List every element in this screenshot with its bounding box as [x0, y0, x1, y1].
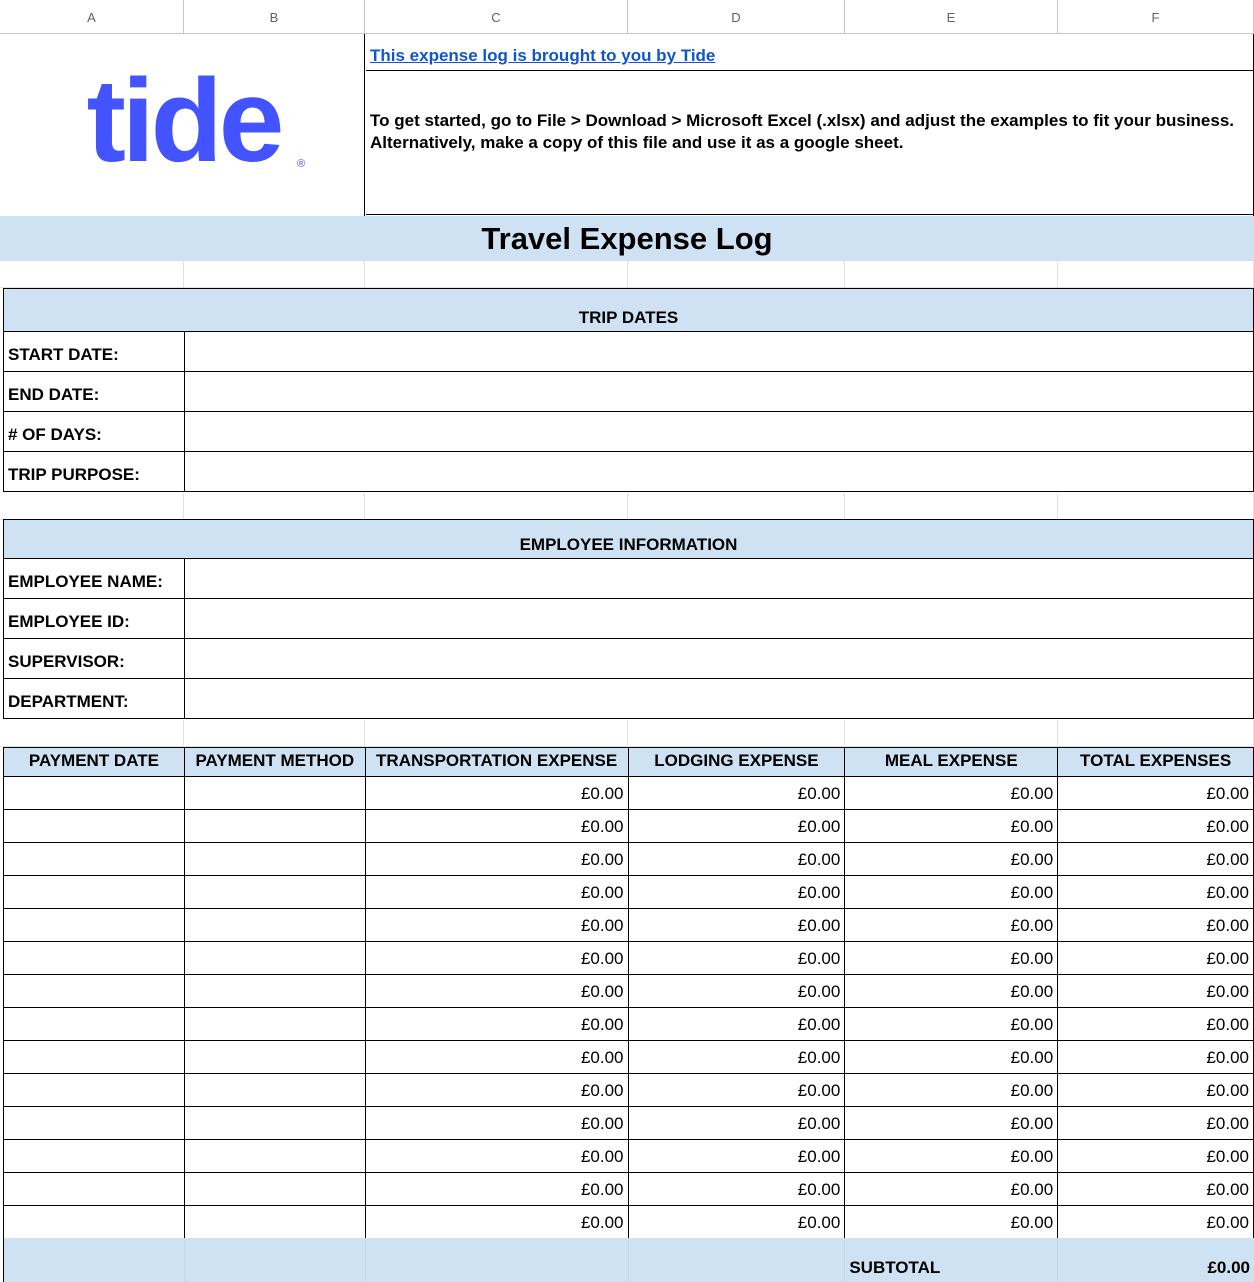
- field-label[interactable]: # OF DAYS:: [4, 412, 185, 451]
- empty-cell[interactable]: [0, 493, 184, 520]
- column-header-d[interactable]: D: [628, 0, 845, 34]
- lodging-expense-cell[interactable]: £0.00: [629, 1173, 846, 1205]
- empty-cell[interactable]: [185, 1238, 366, 1282]
- column-meal-expense[interactable]: MEAL EXPENSE: [845, 748, 1058, 776]
- empty-cell[interactable]: [1058, 261, 1254, 288]
- payment-date-cell[interactable]: [4, 1008, 185, 1040]
- empty-row: [0, 720, 1254, 747]
- total-expenses-cell[interactable]: £0.00: [1058, 1107, 1254, 1139]
- meal-expense-cell[interactable]: £0.00: [845, 810, 1058, 842]
- lodging-expense-cell[interactable]: £0.00: [629, 975, 846, 1007]
- meal-expense-cell[interactable]: £0.00: [845, 975, 1058, 1007]
- expense-table-header: [3, 747, 1254, 777]
- info-link-cell[interactable]: [366, 34, 1254, 71]
- department-field[interactable]: [185, 679, 1253, 718]
- page-title: Travel Expense Log: [481, 220, 773, 256]
- lodging-expense-cell[interactable]: £0.00: [629, 1140, 846, 1172]
- payment-method-cell[interactable]: [185, 942, 366, 974]
- field-row-end-date: [3, 372, 1254, 412]
- payment-method-cell[interactable]: [185, 777, 366, 809]
- payment-date-cell[interactable]: [4, 942, 185, 974]
- field-row-supervisor: [3, 639, 1254, 679]
- transportation-expense-cell[interactable]: £0.00: [366, 876, 629, 908]
- payment-method-cell[interactable]: [185, 810, 366, 842]
- column-header-c[interactable]: C: [365, 0, 628, 34]
- column-transportation-expense[interactable]: TRANSPORTATION EXPENSE: [366, 748, 629, 776]
- table-row: [3, 810, 1254, 843]
- empty-cell[interactable]: [0, 720, 184, 747]
- instructions-line-1: To get started, go to File > Download > Microsoft Excel (.xlsx) and adjust the examples to fit your business.: [370, 111, 1235, 130]
- table-row: [3, 876, 1254, 909]
- start-date-field[interactable]: [185, 332, 1253, 371]
- field-row-num-days: [3, 412, 1254, 452]
- total-expenses-cell[interactable]: £0.00: [1058, 1074, 1254, 1106]
- transportation-expense-cell[interactable]: £0.00: [366, 843, 629, 875]
- empty-cell[interactable]: [1058, 720, 1254, 747]
- payment-method-cell[interactable]: [185, 1041, 366, 1073]
- column-header-b[interactable]: B: [184, 0, 365, 34]
- empty-row: [0, 261, 1254, 288]
- meal-expense-cell[interactable]: £0.00: [845, 942, 1058, 974]
- instructions-line-2: Alternatively, make a copy of this file and use it as a google sheet.: [370, 133, 904, 152]
- table-row: [3, 975, 1254, 1008]
- logo-cell[interactable]: [3, 34, 365, 216]
- empty-row: [0, 493, 1254, 520]
- field-row-employee-id: [3, 599, 1254, 639]
- column-header-e[interactable]: E: [845, 0, 1058, 34]
- empty-cell[interactable]: [184, 720, 365, 747]
- payment-method-cell[interactable]: [185, 843, 366, 875]
- table-row: [3, 909, 1254, 942]
- transportation-expense-cell[interactable]: £0.00: [366, 1107, 629, 1139]
- table-row: [3, 1074, 1254, 1107]
- meal-expense-cell[interactable]: £0.00: [845, 1173, 1058, 1205]
- column-header-row: [0, 0, 1254, 34]
- column-payment-method[interactable]: PAYMENT METHOD: [185, 748, 366, 776]
- payment-method-cell[interactable]: [185, 1173, 366, 1205]
- title-cell[interactable]: [0, 216, 1254, 261]
- table-row: [3, 777, 1254, 810]
- table-row: [3, 843, 1254, 876]
- column-payment-date[interactable]: PAYMENT DATE: [4, 748, 185, 776]
- field-row-employee-name: [3, 559, 1254, 599]
- column-header-f[interactable]: F: [1058, 0, 1254, 34]
- employee-name-field[interactable]: [185, 559, 1253, 598]
- lodging-expense-cell[interactable]: £0.00: [629, 876, 846, 908]
- empty-cell[interactable]: [184, 261, 365, 288]
- meal-expense-cell[interactable]: £0.00: [845, 843, 1058, 875]
- meal-expense-cell[interactable]: £0.00: [845, 1107, 1058, 1139]
- employee-id-field[interactable]: [185, 599, 1253, 638]
- table-row: [3, 1041, 1254, 1074]
- lodging-expense-cell[interactable]: £0.00: [629, 1074, 846, 1106]
- field-label[interactable]: TRIP PURPOSE:: [4, 452, 185, 491]
- lodging-expense-cell[interactable]: £0.00: [629, 942, 846, 974]
- payment-date-cell[interactable]: [4, 1107, 185, 1139]
- total-expenses-cell[interactable]: £0.00: [1058, 975, 1254, 1007]
- total-expenses-cell[interactable]: £0.00: [1058, 810, 1254, 842]
- tide-logo: tide: [86, 55, 281, 187]
- transportation-expense-cell[interactable]: £0.00: [366, 1041, 629, 1073]
- payment-date-cell[interactable]: [4, 909, 185, 941]
- table-row: [3, 1107, 1254, 1140]
- payment-date-cell[interactable]: [4, 1206, 185, 1238]
- lodging-expense-cell[interactable]: £0.00: [629, 843, 846, 875]
- empty-cell[interactable]: [365, 493, 628, 520]
- table-row: [3, 1206, 1254, 1239]
- empty-cell[interactable]: [1058, 493, 1254, 520]
- total-expenses-cell[interactable]: £0.00: [1058, 909, 1254, 941]
- empty-cell[interactable]: [629, 1238, 846, 1282]
- field-row-start-date: [3, 332, 1254, 372]
- payment-date-cell[interactable]: [4, 876, 185, 908]
- field-row-department: [3, 679, 1254, 719]
- registered-mark: ®: [297, 158, 306, 170]
- lodging-expense-cell[interactable]: £0.00: [629, 1041, 846, 1073]
- total-expenses-cell[interactable]: £0.00: [1058, 876, 1254, 908]
- payment-method-cell[interactable]: [185, 1074, 366, 1106]
- payment-method-cell[interactable]: [185, 909, 366, 941]
- supervisor-field[interactable]: [185, 639, 1253, 678]
- transportation-expense-cell[interactable]: £0.00: [366, 777, 629, 809]
- total-expenses-cell[interactable]: £0.00: [1058, 1008, 1254, 1040]
- instructions-cell[interactable]: [366, 72, 1254, 215]
- table-row: [3, 1140, 1254, 1173]
- empty-cell[interactable]: [4, 1238, 185, 1282]
- lodging-expense-cell[interactable]: £0.00: [629, 777, 846, 809]
- transportation-expense-cell[interactable]: £0.00: [366, 1173, 629, 1205]
- empty-cell[interactable]: [0, 261, 184, 288]
- employee-info-header[interactable]: EMPLOYEE INFORMATION: [3, 519, 1254, 559]
- payment-method-cell[interactable]: [185, 1206, 366, 1238]
- transportation-expense-cell[interactable]: £0.00: [366, 1206, 629, 1238]
- tide-link[interactable]: This expense log is brought to you by Tide: [370, 46, 716, 65]
- transportation-expense-cell[interactable]: £0.00: [366, 1008, 629, 1040]
- subtotal-value[interactable]: £0.00: [1207, 1258, 1250, 1277]
- empty-cell[interactable]: [366, 1238, 629, 1282]
- subtotal-label[interactable]: SUBTOTAL: [845, 1238, 1058, 1282]
- payment-date-cell[interactable]: [4, 1140, 185, 1172]
- trip-purpose-field[interactable]: [185, 452, 1253, 491]
- transportation-expense-cell[interactable]: £0.00: [366, 909, 629, 941]
- payment-method-cell[interactable]: [185, 1008, 366, 1040]
- empty-cell[interactable]: [184, 493, 365, 520]
- lodging-expense-cell[interactable]: £0.00: [629, 1107, 846, 1139]
- payment-date-cell[interactable]: [4, 1041, 185, 1073]
- field-label[interactable]: SUPERVISOR:: [4, 639, 185, 678]
- field-label[interactable]: START DATE:: [4, 332, 185, 371]
- empty-cell[interactable]: [628, 261, 845, 288]
- payment-method-cell[interactable]: [185, 876, 366, 908]
- payment-date-cell[interactable]: [4, 810, 185, 842]
- meal-expense-cell[interactable]: £0.00: [845, 876, 1058, 908]
- empty-cell[interactable]: [845, 493, 1058, 520]
- column-lodging-expense[interactable]: LODGING EXPENSE: [629, 748, 846, 776]
- end-date-field[interactable]: [185, 372, 1253, 411]
- table-row: [3, 942, 1254, 975]
- payment-method-cell[interactable]: [185, 975, 366, 1007]
- total-expenses-cell[interactable]: £0.00: [1058, 1041, 1254, 1073]
- payment-date-cell[interactable]: [4, 975, 185, 1007]
- transportation-expense-cell[interactable]: £0.00: [366, 810, 629, 842]
- meal-expense-cell[interactable]: £0.00: [845, 1041, 1058, 1073]
- total-expenses-cell[interactable]: £0.00: [1058, 1206, 1254, 1238]
- meal-expense-cell[interactable]: £0.00: [845, 1140, 1058, 1172]
- total-expenses-cell[interactable]: £0.00: [1058, 1140, 1254, 1172]
- empty-cell[interactable]: [365, 261, 628, 288]
- lodging-expense-cell[interactable]: £0.00: [629, 1008, 846, 1040]
- payment-date-cell[interactable]: [4, 777, 185, 809]
- payment-method-cell[interactable]: [185, 1107, 366, 1139]
- meal-expense-cell[interactable]: £0.00: [845, 909, 1058, 941]
- num-days-field[interactable]: [185, 412, 1253, 451]
- meal-expense-cell[interactable]: £0.00: [845, 1206, 1058, 1238]
- lodging-expense-cell[interactable]: £0.00: [629, 909, 846, 941]
- table-row: [3, 1008, 1254, 1041]
- column-header-a[interactable]: A: [0, 0, 184, 34]
- total-expenses-cell[interactable]: £0.00: [1058, 942, 1254, 974]
- field-label[interactable]: END DATE:: [4, 372, 185, 411]
- total-expenses-cell[interactable]: £0.00: [1058, 843, 1254, 875]
- transportation-expense-cell[interactable]: £0.00: [366, 975, 629, 1007]
- empty-cell[interactable]: [365, 720, 628, 747]
- empty-cell[interactable]: [845, 720, 1058, 747]
- total-expenses-cell[interactable]: £0.00: [1058, 1173, 1254, 1205]
- transportation-expense-cell[interactable]: £0.00: [366, 942, 629, 974]
- lodging-expense-cell[interactable]: £0.00: [629, 1206, 846, 1238]
- meal-expense-cell[interactable]: £0.00: [845, 777, 1058, 809]
- field-row-trip-purpose: [3, 452, 1254, 492]
- transportation-expense-cell[interactable]: £0.00: [366, 1140, 629, 1172]
- payment-date-cell[interactable]: [4, 1074, 185, 1106]
- total-expenses-cell[interactable]: £0.00: [1058, 777, 1254, 809]
- payment-method-cell[interactable]: [185, 1140, 366, 1172]
- lodging-expense-cell[interactable]: £0.00: [629, 810, 846, 842]
- payment-date-cell[interactable]: [4, 843, 185, 875]
- empty-cell[interactable]: [628, 493, 845, 520]
- field-label[interactable]: DEPARTMENT:: [4, 679, 185, 718]
- column-total-expenses[interactable]: TOTAL EXPENSES: [1058, 748, 1254, 776]
- field-label[interactable]: EMPLOYEE ID:: [4, 599, 185, 638]
- empty-cell[interactable]: [628, 720, 845, 747]
- payment-date-cell[interactable]: [4, 1173, 185, 1205]
- field-label[interactable]: EMPLOYEE NAME:: [4, 559, 185, 598]
- subtotal-row: [3, 1238, 1254, 1282]
- table-row: [3, 1173, 1254, 1206]
- meal-expense-cell[interactable]: £0.00: [845, 1008, 1058, 1040]
- meal-expense-cell[interactable]: £0.00: [845, 1074, 1058, 1106]
- trip-dates-header[interactable]: TRIP DATES: [3, 288, 1254, 332]
- expense-table-body: [3, 777, 1254, 1239]
- transportation-expense-cell[interactable]: £0.00: [366, 1074, 629, 1106]
- empty-cell[interactable]: [845, 261, 1058, 288]
